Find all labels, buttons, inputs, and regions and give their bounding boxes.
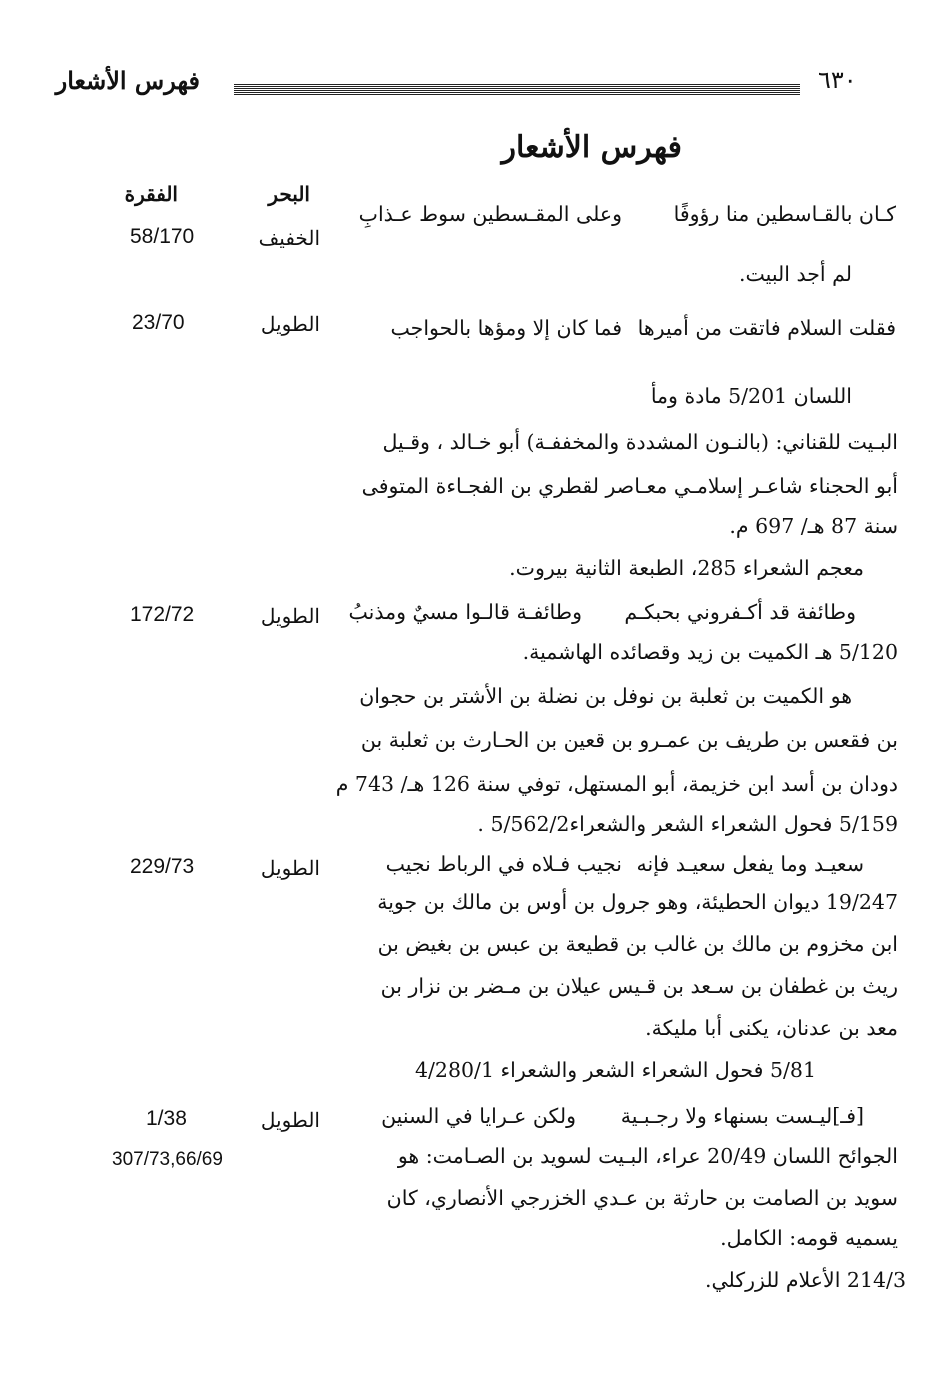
entry-5-line: 214/3 الأعلام للزركلي. [704, 1268, 906, 1292]
entry-3-meter: الطويل [260, 604, 320, 628]
entry-2-paragraph: 23/70 [132, 311, 185, 334]
header-rule [234, 84, 800, 96]
entry-5-paragraph-2: 307/73,66/69 [112, 1149, 223, 1170]
running-title: فهرس الأشعار [55, 66, 200, 95]
entry-2-line: سنة 87 هـ/ 697 م. [729, 514, 898, 538]
entry-5-hemistich-1: [فـ]ليـست بسنهاء ولا رجـبـية [620, 1104, 864, 1128]
entry-1-paragraph: 58/170 [130, 225, 195, 248]
entry-4-meter: الطويل [260, 856, 320, 880]
entry-2-line: معجم الشعراء 285، الطبعة الثانية بيروت. [509, 556, 864, 580]
entry-4-line: ريث بن غطفان بن سـعد بن قـيس عيلان بن مـضر بن نزار بن [380, 974, 898, 998]
page-title: فهرس الأشعار [501, 130, 682, 165]
entry-2-meter: الطويل [260, 312, 320, 336]
entry-5-meter: الطويل [260, 1108, 320, 1132]
entry-5-line: يسميه قومه: الكامل. [720, 1226, 898, 1250]
entry-3-hemistich-1: وطائفة قد أكـفروني بحبكـم [624, 600, 856, 624]
entry-3-line: 5/159 فحول الشعراء الشعر والشعراء5/562/2 . [477, 812, 898, 836]
entry-4-line: معد بن عدنان، يكنى أبا مليكة. [645, 1016, 898, 1040]
column-header-meter: البحر [268, 182, 310, 206]
entry-2-hemistich-1: فقلت السلام فاتقت من أميرها [637, 316, 896, 340]
entry-2-hemistich-2: فما كان إلا ومؤها بالحواجب [390, 316, 622, 340]
entry-4-hemistich-2: نجيب فـلاه في الرباط نجيب [385, 852, 622, 876]
entry-1-line: لم أجد البيت. [738, 262, 852, 286]
entry-1-meter: الخفيف [258, 226, 320, 250]
entry-4-paragraph: 229/73 [130, 855, 195, 878]
entry-5-line: سويد بن الصامت بن حارثة بن عـدي الخزرجي الأنصاري، كان [386, 1186, 898, 1210]
entry-4-line: 19/247 ديوان الحطيئة، وهو جرول بن أوس بن مالك بن جوية [377, 890, 898, 914]
entry-2-line: أبو الحجناء شاعـر إسلامـي معـاصر لقطري بن الفجـاءة المتوفى [361, 474, 898, 498]
column-header-paragraph: الفقرة [124, 182, 178, 206]
entry-3-paragraph: 172/72 [130, 603, 195, 626]
entry-1-hemistich-2: وعلى المقـسطين سوط عـذابِ [358, 202, 622, 226]
entry-4-hemistich-1: سعيـد وما يفعل سعيـد فإنه [636, 852, 864, 876]
entry-2-line: البـيت للقناني: (بالنـون المشددة والمخففـة) أبو خـالد ، وقـيل [382, 430, 898, 454]
entry-1-hemistich-1: كـان بالقـاسطين منا رؤوفًا [673, 202, 896, 226]
entry-4-line: ابن مخزوم بن مالك بن غالب بن قطيعة بن عبس بن بغيض بن [377, 932, 898, 956]
entry-4-line: 5/81 فحول الشعراء الشعر والشعراء 4/280/1 [414, 1058, 816, 1082]
entry-5-paragraph: 1/38 [146, 1107, 187, 1130]
entry-5-line: الجوائح اللسان 20/49 عراء، البـيت لسويد بن الصـامت: هو [397, 1144, 898, 1168]
entry-3-line: هو الكميت بن ثعلبة بن نوفل بن نضلة بن الأشتر بن حجوان [359, 684, 852, 708]
entry-3-line: دودان بن أسد ابن خزيمة، أبو المستهل، توفي سنة 126 هـ/ 743 م [335, 772, 898, 796]
page-number: ٦٣٠ [818, 66, 857, 94]
entry-3-line: بن فقعس بن طريف بن عمـرو بن قعين بن الحـارث بن ثعلبة بن [360, 728, 898, 752]
entry-3-hemistich-2: وطائفـة قالـوا مسيٌ ومذنبُ [348, 600, 582, 624]
entry-5-hemistich-2: ولكن عـرايا في السنين [381, 1104, 576, 1128]
entry-2-line: اللسان 5/201 مادة ومأ [650, 384, 852, 408]
entry-3-line: 5/120 هـ الكميت بن زيد وقصائده الهاشمية. [522, 640, 898, 664]
